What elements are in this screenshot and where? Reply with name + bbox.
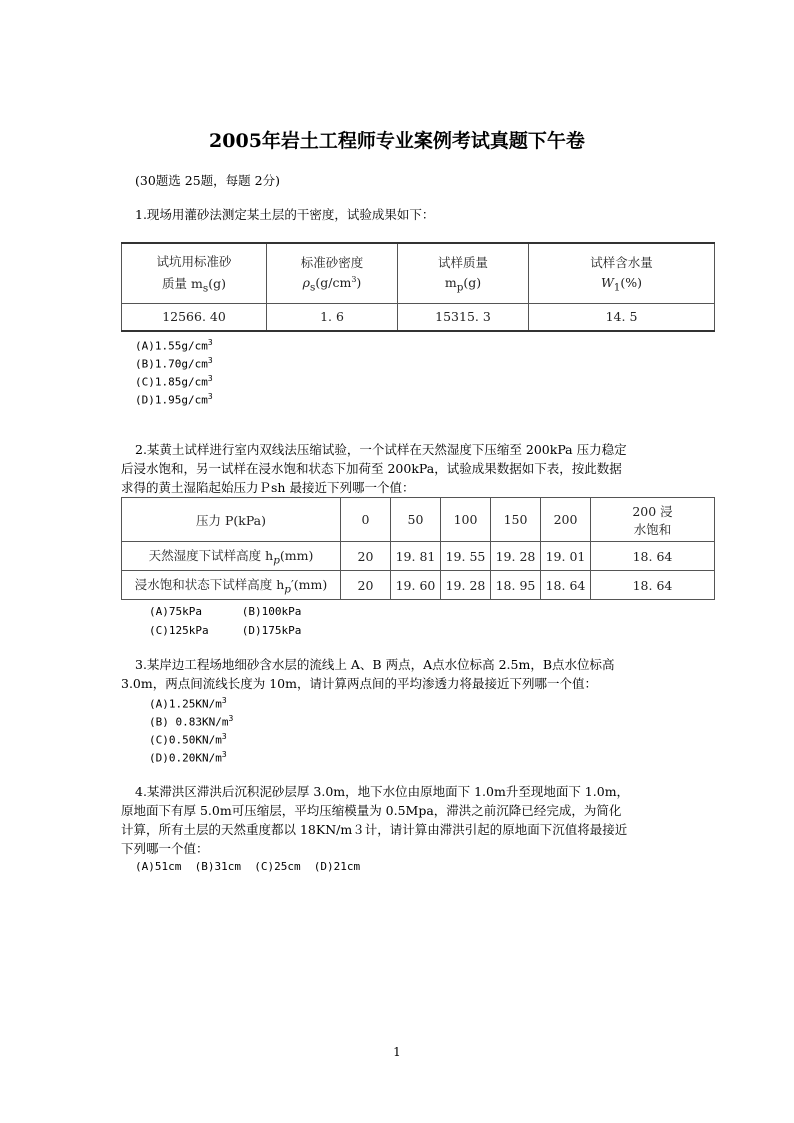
q2-cell: 19. 01 <box>541 542 591 571</box>
q2-cell: 19. 81 <box>391 542 441 571</box>
q2-table-header-row <box>122 498 715 542</box>
q3-option-a: $(A)1.25KN/m^3$ <box>149 696 227 711</box>
page-number: 1 <box>393 1045 401 1059</box>
q3-option-d: $(D)0.20KN/m^3$ <box>149 750 227 765</box>
q2-header-cell: 0 <box>341 498 391 542</box>
q1-option-c: $(C)1.85g/cm^3$ <box>135 374 213 389</box>
q2-stem-line: 2.某黄土试样进行室内双线法压缩试验，一个试样在天然湿度下压缩至 200kPa 压力稳定 <box>135 442 627 457</box>
q1-stem: 1.现场用灌砂法测定某土层的干密度，试验成果如下： <box>135 207 435 222</box>
q2-header-pressure: 压力 P(kPa) <box>122 498 341 542</box>
q1-table-row <box>122 303 715 331</box>
q2-cell: 18. 64 <box>591 542 715 571</box>
q2-options-line: (C)125kPa (D)175kPa <box>149 624 302 637</box>
q3-stem-line: 3.0m，两点间流线长度为 10m，请计算两点间的平均渗透力将最接近下列哪一个值： <box>121 676 597 691</box>
q2-table-row-natural <box>122 542 715 571</box>
q2-cell: 18. 64 <box>591 571 715 600</box>
q2-cell: 19. 60 <box>391 571 441 600</box>
q2-cell: 18. 95 <box>491 571 541 600</box>
q4-stem-line: 计算，所有土层的天然重度都以 18KN/m３计，请计算由滞洪引起的原地面下沉值将最接近 <box>121 822 628 837</box>
q2-cell: 19. 55 <box>441 542 491 571</box>
q2-header-cell: 200 <box>541 498 591 542</box>
q2-cell: 18. 64 <box>541 571 591 600</box>
q3-stem-line: 3.某岸边工程场地细砂含水层的流线上 A、B 两点，A点水位标高 2.5m，B点水位标高 <box>135 657 615 672</box>
q2-table <box>121 497 715 600</box>
q2-header-cell: 50 <box>391 498 441 542</box>
q1-table-header-row <box>122 243 715 303</box>
q1-table <box>121 242 715 332</box>
q2-header-cell: 100 <box>441 498 491 542</box>
q1-cell: 14. 5 <box>529 303 715 331</box>
q2-row-label: 浸水饱和状态下试样高度 $h_p'(mm)$ <box>122 571 341 600</box>
q1-option-d: $(D)1.95g/cm^3$ <box>135 392 213 407</box>
q3-option-b: (B) $0.83KN/m^3$ <box>149 714 234 729</box>
q1-option-b: $(B)1.70g/cm^3$ <box>135 356 213 371</box>
page-title: 2005年岩土工程师专业案例考试真题下午卷 <box>209 130 585 152</box>
q2-cell: 19. 28 <box>491 542 541 571</box>
q4-stem-line: 原地面下有厚 5.0m可压缩层，平均压缩模量为 0.5Mpa，滞洪之前沉降已经完成，为简化 <box>121 803 622 818</box>
q3-option-c: $(C)0.50KN/m^3$ <box>149 732 227 747</box>
q4-stem-line: 4.某滞洪区滞洪后沉积泥砂层厚 3.0m，地下水位由原地面下 1.0m升至现地面下 1.0m， <box>135 784 630 799</box>
q2-cell: 20 <box>341 542 391 571</box>
q1-header-water-content: 试样含水量 $W_1(\%)$ <box>529 243 715 303</box>
q1-cell: 15315. 3 <box>398 303 529 331</box>
q4-stem-line: 下列哪一个值： <box>121 841 209 856</box>
q2-header-cell: 150 <box>491 498 541 542</box>
q2-row-label: 天然湿度下试样高度 $h_p(mm)$ <box>122 542 341 571</box>
subtitle: (30题选 25题，每题 2分) <box>135 173 280 188</box>
q1-header-sample-mass: 试样质量 $m_p(g)$ <box>398 243 529 303</box>
q1-option-a: $(A)1.55g/cm^3$ <box>135 338 213 353</box>
q2-options-line: (A)75kPa (B)100kPa <box>149 605 302 618</box>
q2-stem-line: 后浸水饱和，另一试样在浸水饱和状态下加荷至 200kPa，试验成果数据如下表，按此数据 <box>121 461 622 476</box>
q1-header-sand-density: 标准砂密度 $\rho_s(g/cm^3)$ <box>267 243 398 303</box>
q2-stem-line: 求得的黄土湿陷起始压力Ｐsh 最接近下列哪一个值： <box>121 480 415 495</box>
q1-cell: 12566. 40 <box>122 303 267 331</box>
q1-header-sand-mass: 试坑用标准砂 质量 $m_s(g)$ <box>122 243 267 303</box>
q2-table-row-saturated <box>122 571 715 600</box>
q2-cell: 20 <box>341 571 391 600</box>
q2-header-saturated: 200 浸 水饱和 <box>591 498 715 542</box>
q1-cell: 1. 6 <box>267 303 398 331</box>
q4-options-line: (A)51cm (B)31cm (C)25cm (D)21cm <box>135 860 361 873</box>
q2-cell: 19. 28 <box>441 571 491 600</box>
